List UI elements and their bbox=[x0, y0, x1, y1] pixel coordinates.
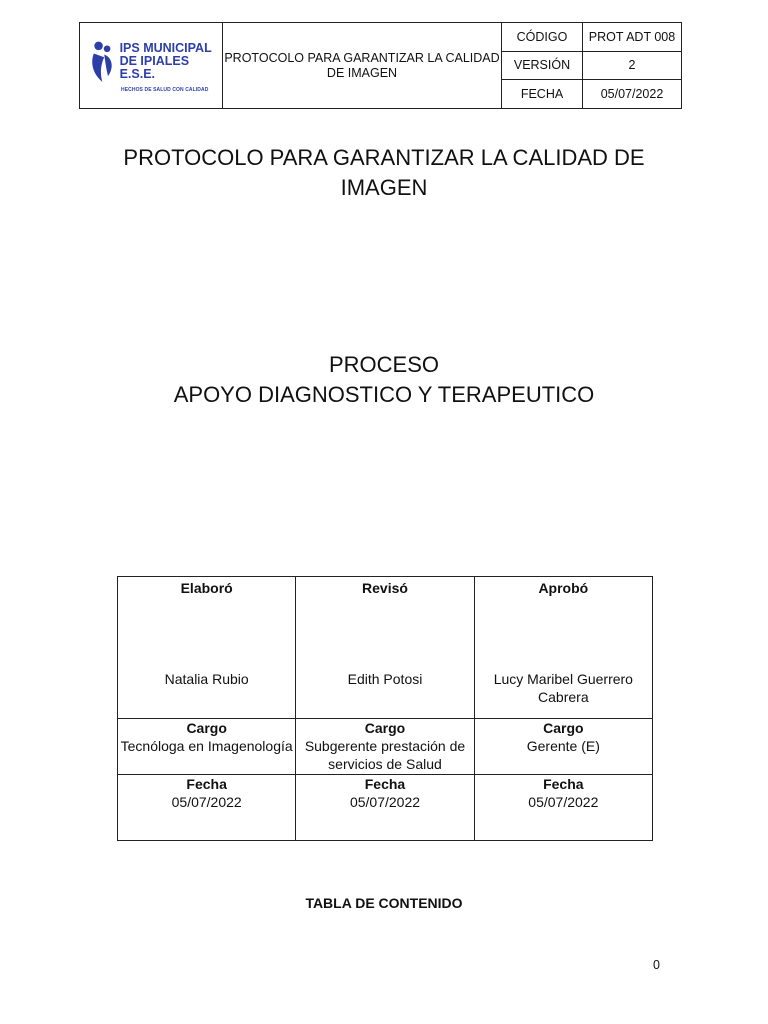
aprobo-fecha: 05/07/2022 bbox=[528, 794, 599, 810]
date-label: FECHA bbox=[502, 80, 583, 109]
version-label: VERSIÓN bbox=[502, 51, 583, 80]
process-label: PROCESO bbox=[328, 352, 440, 377]
logo-cell bbox=[80, 23, 223, 109]
aprobo-fecha-cell bbox=[474, 775, 652, 841]
reviso-fecha: 05/07/2022 bbox=[349, 794, 421, 810]
elaboro-cell bbox=[118, 577, 296, 719]
code-label: CÓDIGO bbox=[502, 23, 583, 52]
page-title-line-1: PROTOCOLO PARA GARANTIZAR LA CALIDAD DE bbox=[123, 145, 645, 170]
aprobo-cargo-cell bbox=[474, 719, 652, 775]
reviso-cargo-cell bbox=[296, 719, 474, 775]
page-title bbox=[84, 143, 684, 203]
aprobo-cell bbox=[474, 577, 652, 719]
elaboro-cargo: Tecnóloga en Imagenología bbox=[120, 738, 293, 754]
header-doc-title: PROTOCOLO PARA GARANTIZAR LA CALIDAD DE IMAGEN bbox=[223, 23, 502, 109]
elaboro-heading: Elaboró bbox=[180, 580, 233, 596]
version-value: 2 bbox=[583, 51, 682, 80]
reviso-name: Edith Potosi bbox=[347, 671, 423, 687]
aprobo-cargo-label: Cargo bbox=[543, 720, 584, 736]
process-block bbox=[84, 350, 684, 410]
elaboro-fecha-label: Fecha bbox=[186, 776, 227, 792]
toc-heading: TABLA DE CONTENIDO bbox=[305, 895, 463, 911]
process-name: APOYO DIAGNOSTICO Y TERAPEUTICO bbox=[173, 382, 595, 407]
aprobo-fecha-label: Fecha bbox=[543, 776, 584, 792]
elaboro-fecha: 05/07/2022 bbox=[171, 794, 242, 810]
aprobo-cargo: Gerente (E) bbox=[526, 738, 600, 754]
ips-logo-icon bbox=[91, 39, 116, 85]
page-number: 0 bbox=[653, 958, 660, 972]
logo-line-1: IPS MUNICIPAL bbox=[119, 41, 212, 55]
page-title-line-2: IMAGEN bbox=[340, 175, 428, 200]
logo-slogan: HECHOS DE SALUD CON CALIDAD bbox=[121, 86, 209, 93]
approvals-table bbox=[117, 576, 653, 841]
date-value: 05/07/2022 bbox=[583, 80, 682, 109]
elaboro-fecha-cell bbox=[118, 775, 296, 841]
aprobo-heading: Aprobó bbox=[538, 580, 589, 596]
elaboro-cargo-cell bbox=[118, 719, 296, 775]
reviso-cargo-label: Cargo bbox=[364, 720, 406, 736]
logo-line-2: DE IPIALES E.S.E. bbox=[119, 54, 190, 81]
document-header bbox=[79, 22, 682, 109]
reviso-heading: Revisó bbox=[362, 580, 408, 596]
reviso-fecha-cell bbox=[296, 775, 474, 841]
elaboro-name: Natalia Rubio bbox=[164, 671, 249, 687]
reviso-cargo: Subgerente prestación de servicios de Salud bbox=[304, 738, 466, 772]
reviso-fecha-label: Fecha bbox=[364, 776, 406, 792]
aprobo-name: Lucy Maribel Guerrero Cabrera bbox=[493, 671, 633, 705]
elaboro-cargo-label: Cargo bbox=[186, 720, 227, 736]
ips-logo bbox=[91, 39, 222, 93]
reviso-cell bbox=[296, 577, 474, 719]
code-value: PROT ADT 008 bbox=[583, 23, 682, 52]
